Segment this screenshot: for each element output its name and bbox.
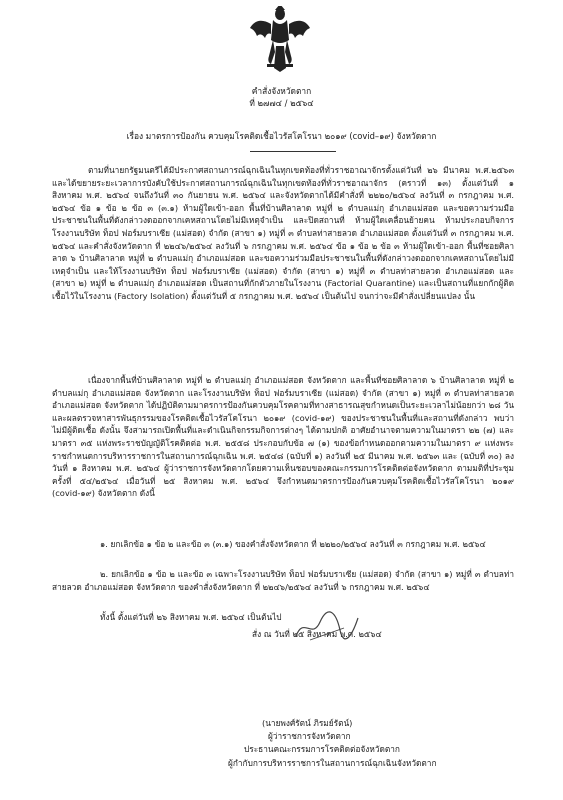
order-number: ที่ ๒๗๗๔ / ๒๕๖๔ — [249, 98, 314, 108]
handwritten-signature-icon — [292, 606, 362, 646]
order-title: คำสั่งจังหวัดตาก — [251, 86, 312, 96]
paragraph-reason: เนื่องจากพื้นที่บ้านศิลาลาด หมู่ที่ ๒ ตำบลแม่กุ อำเภอแม่สอด จังหวัดตาก และพื้นที่ซอยศิลาลาด ๖ บ้านศิลาลาด หมู่ที่ ๒ ตำบลแม่กุ อำเภอแม่สอด จังหวัดตาก และโรงงานบริษัท ท็อป ฟอร์มบราเซีย (แม่สอด) จำกัด (สาขา ๑) หมู่ที่ ๓ ตำบลท่าสายลวด อำเภอแม่สอด จังหวัดตาก ได้ปฏิบัติตามมาตรการป้องกันควบคุมโรคตามที่ทางสาธารณสุขกำหนดเป็นระยะเวลาไม่น้อยกว่า ๒๘ วัน และผลตรวจหาสารพันธุกรรมของโรคติดเชื้อไวรัสโคโรนา ๒๐๑๙ (covid-๑๙) ของประชาชนในพื้นที่และสถานที่ดังกล่าว พบว่าไม่มีผู้ติดเชื้อ ดังนั้น จึงสามารถเปิดพื้นที่และดำเนินกิจกรรมกิจการต่างๆ ได้ตามปกติ อาศัยอำนาจตามความในมาตรา ๒๒ (๗) และมาตรา ๓๕ แห่งพระราชบัญญัติโรคติดต่อ พ.ศ. ๒๕๕๘ ประกอบกับข้อ ๗ (๑) ของข้อกำหนดออกตามความในมาตรา ๙ แห่งพระราชกำหนดการบริหารราชการในสถานการณ์ฉุกเฉิน พ.ศ. ๒๕๔๘ (ฉบับที่ ๑) ลงวันที่ ๒๕ มีนาคม พ.ศ. ๒๕๖๓ และ (ฉบับที่ ๓๐) ลงวันที่ ๑ สิงหาคม พ.ศ. ๒๕๖๔ ผู้ว่าราชการจังหวัดตากโดยความเห็นชอบของคณะกรรมการโรคติดต่อจังหวัดตาก ตามมติที่ประชุมครั้งที่ ๕๔/๒๕๖๔ เมื่อวันที่ ๒๕ สิงหาคม พ.ศ. ๒๕๖๔ จึงกำหนดมาตรการป้องกันควบคุมโรคติดเชื้อไวรัสโคโรนา ๒๐๑๙ (covid-๑๙) จังหวัดตาก ดังนี้ — [52, 375, 514, 499]
effective-date: ทั้งนี้ ตั้งแต่วันที่ ๒๖ สิงหาคม พ.ศ. ๒๕๖๔ เป็นต้นไป — [100, 612, 282, 622]
signatory-title-governor: ผู้ว่าราชการจังหวัดตาก — [268, 731, 351, 741]
order-item-2: ๒. ยกเลิกข้อ ๑ ข้อ ๒ และข้อ ๓ เฉพาะโรงงานบริษัท ท็อป ฟอร์มบราเซีย (แม่สอด) จำกัด (สาขา ๑) หมู่ที่ ๓ ตำบลท่าสายลวด อำเภอแม่สอด จังหวัดตาก ของคำสั่งจังหวัดตาก ที่ ๒๒๔๖/๒๕๖๔ ลงวันที่ ๖ กรกฎาคม พ.ศ. ๒๕๖๔ — [52, 569, 514, 592]
ordered-date: สั่ง ณ วันที่ ๒๕ สิงหาคม พ.ศ. ๒๕๖๔ — [252, 629, 382, 639]
signatory-name: (นายพงศ์รัตน์ ภิรมย์รัตน์) — [262, 718, 353, 728]
divider-line — [250, 151, 336, 152]
signatory-title-emergency: ผู้กำกับการบริหารราชการในสถานการณ์ฉุกเฉินจังหวัดตาก — [228, 758, 437, 768]
signatory-title-committee: ประธานคณะกรรมการโรคติดต่อจังหวัดตาก — [244, 744, 400, 754]
order-item-1: ๑. ยกเลิกข้อ ๑ ข้อ ๒ และข้อ ๓ (๓.๑) ของคำสั่งจังหวัดตาก ที่ ๒๒๒๐/๒๕๖๔ ลงวันที่ ๓ กรกฎาคม พ.ศ. ๒๕๖๔ — [100, 539, 486, 549]
paragraph-background: ตามที่นายกรัฐมนตรีได้มีประกาศสถานการณ์ฉุกเฉินในทุกเขตท้องที่ทั่วราชอาณาจักรตั้งแต่วันที่ ๒๖ มีนาคม พ.ศ.๒๕๖๓ และได้ขยายระยะเวลาการบังคับใช้ประกาศสถานการณ์ฉุกเฉินในทุกเขตท้องที่ทั่วราชอาณาจักร (คราวที่ ๑๓) ตั้งแต่วันที่ ๑ สิงหาคม พ.ศ. ๒๕๖๔ จนถึงวันที่ ๓๐ กันยายน พ.ศ. ๒๕๖๔ และจังหวัดตากได้มีคำสั่งที่ ๒๒๒๐/๒๕๖๔ ลงวันที่ ๓ กรกฎาคม พ.ศ. ๒๕๖๔ ข้อ ๑ ข้อ ๒ ข้อ ๓ (๓.๑) ห้ามผู้ใดเข้า-ออก พื้นที่บ้านศิลาลาด หมู่ที่ ๒ ตำบลแม่กุ อำเภอแม่สอด และขอความร่วมมือประชาชนในพื้นที่ดังกล่าวงดออกจากเคหสถานโดยไม่มีเหตุจำเป็น และปิดสถานที่ ห้ามผู้ใดเคลื่อนย้ายคน ห้ามประกอบกิจการโรงงานบริษัท ท็อป ฟอร์มบราเซีย (แม่สอด) จำกัด (สาขา ๑) หมู่ที่ ๓ ตำบลท่าสายลวด อำเภอแม่สอด ตั้งแต่วันที่ ๓ กรกฎาคม พ.ศ. ๒๕๖๔ และคำสั่งจังหวัดตาก ที่ ๒๒๔๖/๒๕๖๔ ลงวันที่ ๖ กรกฎาคม พ.ศ. ๒๕๖๔ ข้อ ๑ ข้อ ๒ ข้อ ๓ ห้ามผู้ใดเข้า-ออก พื้นที่ซอยศิลาลาด ๖ บ้านศิลาลาด หมู่ที่ ๒ ตำบลแม่กุ อำเภอแม่สอด และขอความร่วมมือประชาชนในพื้นที่ดังกล่าวงดออกจากเคหสถานโดยไม่มีเหตุจำเป็น และให้โรงงานบริษัท ท็อป ฟอร์มบราเซีย (แม่สอด) จำกัด (สาขา ๑) หมู่ที่ ๓ ตำบลท่าสายลวด อำเภอแม่สอด และ (สาขา ๒) หมู่ที่ ๒ ตำบลแม่กุ อำเภอแม่สอด เป็นสถานที่กักตัวภายในโรงงาน (Factorial Quarantine) และเป็นสถานที่แยกกักผู้ติดเชื้อไว้ในโรงงาน (Factory Isolation) ตั้งแต่วันที่ ๕ กรกฎาคม พ.ศ. ๒๕๖๔ เป็นต้นไป จนกว่าจะมีคำสั่งเปลี่ยนแปลง นั้น — [52, 165, 514, 301]
order-subject: เรื่อง มาตรการป้องกัน ควบคุมโรคติดเชื้อไวรัสโคโรนา ๒๐๑๙ (covid–๑๙) จังหวัดตาก — [126, 131, 437, 141]
garuda-emblem-icon — [249, 6, 311, 74]
